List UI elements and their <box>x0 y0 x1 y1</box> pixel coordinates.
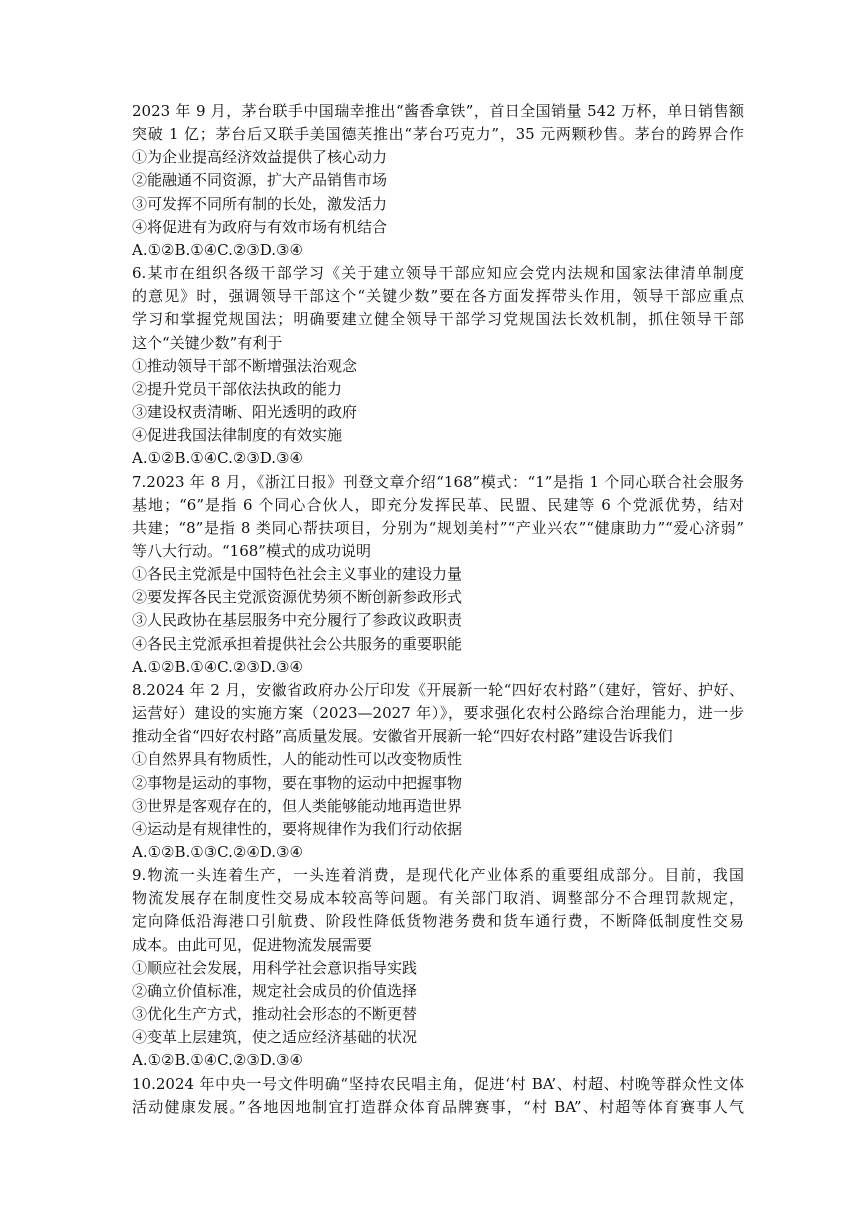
text-line: 推动全省“四好农村路”高质量发展。安徽省开展新一轮“四好农村路”建设告诉我们 <box>132 727 673 746</box>
text-line: 运营好）建设的实施方案（2023—2027 年）》，要求强化农村公路综合治理能力，进一步 <box>132 704 744 723</box>
text-line: 这个“关键少数”有利于 <box>132 333 283 352</box>
option-line: ④运动是有规律性的，要将规律作为我们行动依据 <box>132 819 463 838</box>
option-line: ①顺应社会发展，用科学社会意识指导实践 <box>132 958 418 977</box>
question-8-text: 8.2024 年 2 月，安徽省政府办公厅印发《开展新一轮“四好农村路”（建好，管好、护好、 <box>132 680 744 699</box>
text-line: 2023 年 9 月，茅台联手中国瑞幸推出“酱香拿铁”，首日全国销量 542 万杯，单日销售额 <box>132 102 744 120</box>
answer-choices: A.①②B.①④C.②③D.③④ <box>132 240 303 259</box>
option-line: ①为企业提高经济效益提供了核心动力 <box>132 148 388 167</box>
answer-choices: A.①②B.①④C.②③D.③④ <box>132 1051 303 1070</box>
question-10-text: 10.2024 年中央一号文件明确“坚持农民唱主角，促进‘村 BA’、村超、村晚等群众性文体 <box>132 1074 744 1093</box>
text-line: 基地；“6”是指 6 个同心合伙人，即充分发挥民革、民盟、民建等 6 个党派优势，结对 <box>132 495 744 514</box>
option-line: ③建设权责清晰、阳光透明的政府 <box>132 403 358 422</box>
text-line: 活动健康发展。”各地因地制宜打造群众体育品牌赛事，“村 BA”、村超等体育赛事人气 <box>132 1097 744 1116</box>
option-line: ④各民主党派承担着提供社会公共服务的重要职能 <box>132 634 463 653</box>
question-7-text: 7.2023 年 8 月，《浙江日报》刊登文章介绍“168”模式：“1”是指 1 个同心联合社会服务 <box>132 472 744 491</box>
text-line: 突破 1 亿；茅台后又联手美国德芙推出“茅台巧克力”，35 元两颗秒售。茅台的跨界合作 <box>132 125 744 144</box>
text-line: 共建；“8”是指 8 类同心帮扶项目，分别为“规划美村”“产业兴农”“健康助力”“爱心济弱” <box>132 518 744 537</box>
option-line: ①各民主党派是中国特色社会主义事业的建设力量 <box>132 565 463 584</box>
option-line: ②要发挥各民主党派资源优势须不断创新参政形式 <box>132 588 463 607</box>
option-line: ④变革上层建筑，使之适应经济基础的状况 <box>132 1028 418 1047</box>
answer-choices: A.①②B.①④C.②③D.③④ <box>132 449 303 468</box>
text-line: 物流发展存在制度性交易成本较高等问题。有关部门取消、调整部分不合理罚款规定， <box>132 889 744 908</box>
option-line: ①推动领导干部不断增强法治观念 <box>132 356 358 375</box>
text-line: 的意见》时，强调领导干部这个“关键少数”要在各方面发挥带头作用，领导干部应重点 <box>132 287 744 306</box>
answer-choices: A.①②B.①③C.②④D.③④ <box>132 843 303 861</box>
text-line: 成本。由此可见，促进物流发展需要 <box>132 935 373 954</box>
option-line: ②事物是运动的事物，要在事物的运动中把握事物 <box>132 773 463 792</box>
option-line: ②能融通不同资源，扩大产品销售市场 <box>132 171 388 190</box>
document-body <box>132 100 744 1119</box>
option-line: ③世界是客观存在的，但人类能够能动地再造世界 <box>132 796 463 815</box>
answer-choices: A.①②B.①④C.②③D.③④ <box>132 657 303 676</box>
text-line: 等八大行动。“168”模式的成功说明 <box>132 541 371 560</box>
option-line: ③人民政协在基层服务中充分履行了参政议政职责 <box>132 611 463 630</box>
option-line: ①自然界具有物质性，人的能动性可以改变物质性 <box>132 750 463 769</box>
option-line: ④将促进有为政府与有效市场有机结合 <box>132 217 388 236</box>
option-line: ②提升党员干部依法执政的能力 <box>132 379 343 398</box>
text-line: 定向降低沿海港口引航费、阶段性降低货物港务费和货车通行费，不断降低制度性交易 <box>132 912 744 931</box>
option-line: ③优化生产方式，推动社会形态的不断更替 <box>132 1005 418 1024</box>
text-line: 学习和掌握党规国法；明确要建立健全领导干部学习党规国法长效机制，抓住领导干部 <box>132 310 744 329</box>
option-line: ④促进我国法律制度的有效实施 <box>132 426 343 445</box>
question-9-text: 9.物流一头连着生产，一头连着消费，是现代化产业体系的重要组成部分。目前，我国 <box>132 866 744 885</box>
option-line: ③可发挥不同所有制的长处，激发活力 <box>132 194 388 213</box>
option-line: ②确立价值标准，规定社会成员的价值选择 <box>132 981 418 1000</box>
question-6-text: 6.某市在组织各级干部学习《关于建立领导干部应知应会党内法规和国家法律清单制度 <box>132 264 744 283</box>
